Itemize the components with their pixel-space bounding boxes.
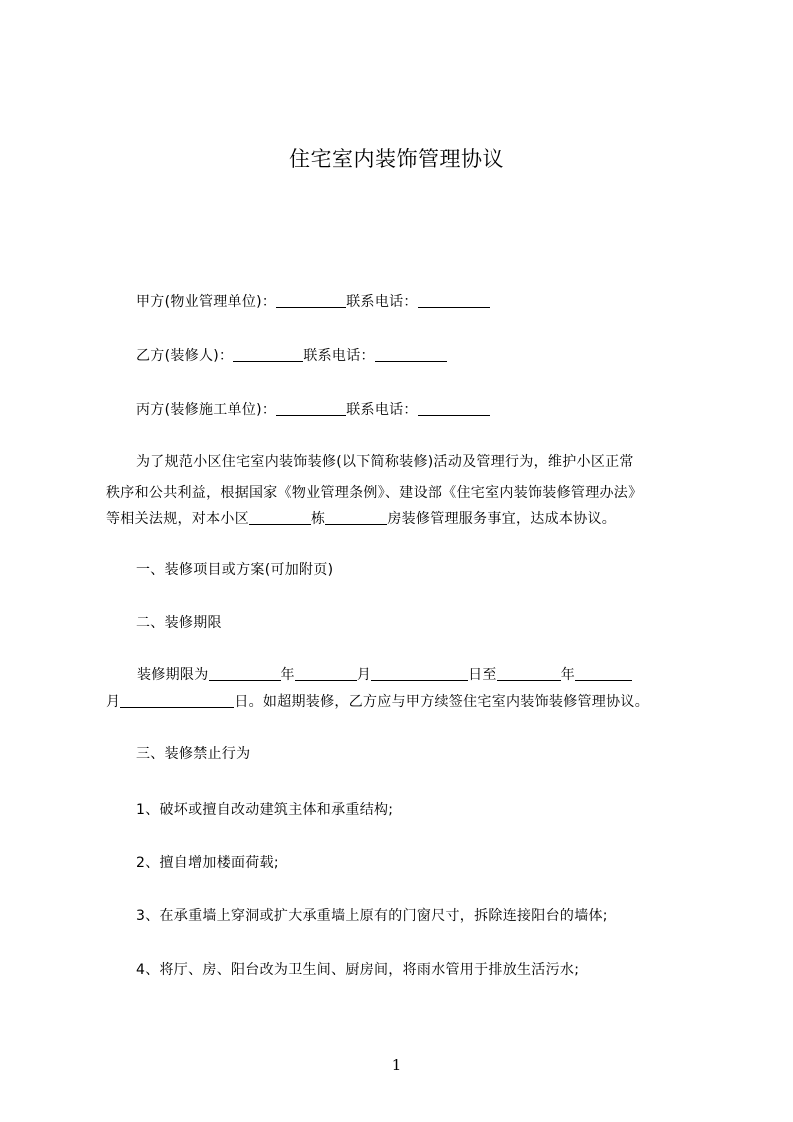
section-3-heading: 三、装修禁止行为 [136,746,251,762]
prohibition-item: 2、擅自增加楼面荷载; [136,855,279,871]
preamble-text-b: 栋 [311,511,326,527]
party-b-blank[interactable] [233,347,303,362]
period-line-1 [137,664,632,684]
start-day-blank[interactable] [371,666,468,681]
end-day-blank[interactable] [120,693,234,708]
period-year-label-2: 年 [560,667,576,683]
period-tail: 日。如超期装修，乙方应与甲方续签住宅室内装饰装修管理协议。 [234,694,650,710]
preamble-text-a: 等相关法规，对本小区 [106,511,249,527]
prohibition-item: 1、破坏或擅自改动建筑主体和承重结构; [136,802,394,818]
preamble-text-c: 房装修管理服务事宜，达成本协议。 [387,511,617,527]
room-blank[interactable] [325,510,387,525]
party-c-line [136,399,490,419]
period-year-label: 年 [280,667,295,683]
party-c-blank[interactable] [276,401,346,416]
party-a-phone-label: 联系电话： [346,294,418,310]
section-2-heading: 二、装修期限 [136,615,222,631]
page-number: 1 [391,1056,402,1074]
section-1-heading: 一、装修项目或方案(可加附页) [136,562,334,578]
party-a-phone-blank[interactable] [418,293,490,308]
period-month-label: 月 [356,667,372,683]
document-title: 住宅室内装饰管理协议 [289,147,504,171]
party-a-blank[interactable] [276,293,346,308]
period-month-label-2: 月 [106,694,121,710]
start-month-blank[interactable] [295,666,357,681]
period-text-1: 装修期限为 [137,667,209,683]
preamble-line-3 [106,508,616,528]
period-day-to-label: 日至 [468,667,497,683]
preamble-line-2: 秩序和公共利益，根据国家《物业管理条例》、建设部《住宅室内装饰装修管理办法》 [106,485,643,501]
preamble-line-1: 为了规范小区住宅室内装饰装修(以下简称装修)活动及管理行为，维护小区正常 [136,454,634,470]
prohibition-item: 4、将厅、房、阳台改为卫生间、厨房间，将雨水管用于排放生活污水; [136,962,580,978]
party-c-phone-label: 联系电话： [346,402,418,418]
start-year-blank[interactable] [209,666,281,681]
party-b-phone-label: 联系电话： [303,348,375,364]
end-month-blank[interactable] [575,666,632,681]
building-blank[interactable] [249,510,311,525]
party-c-phone-blank[interactable] [418,401,490,416]
party-b-phone-blank[interactable] [375,347,447,362]
prohibition-item: 3、在承重墙上穿洞或扩大承重墙上原有的门窗尺寸，拆除连接阳台的墙体; [136,908,608,924]
period-line-2 [106,691,649,711]
party-b-line [136,345,447,365]
party-a-line [136,291,490,311]
end-year-blank[interactable] [497,666,561,681]
party-b-label: 乙方(装修人)： [136,348,234,364]
party-a-label: 甲方(物业管理单位)： [136,294,277,310]
party-c-label: 丙方(装修施工单位)： [136,402,277,418]
